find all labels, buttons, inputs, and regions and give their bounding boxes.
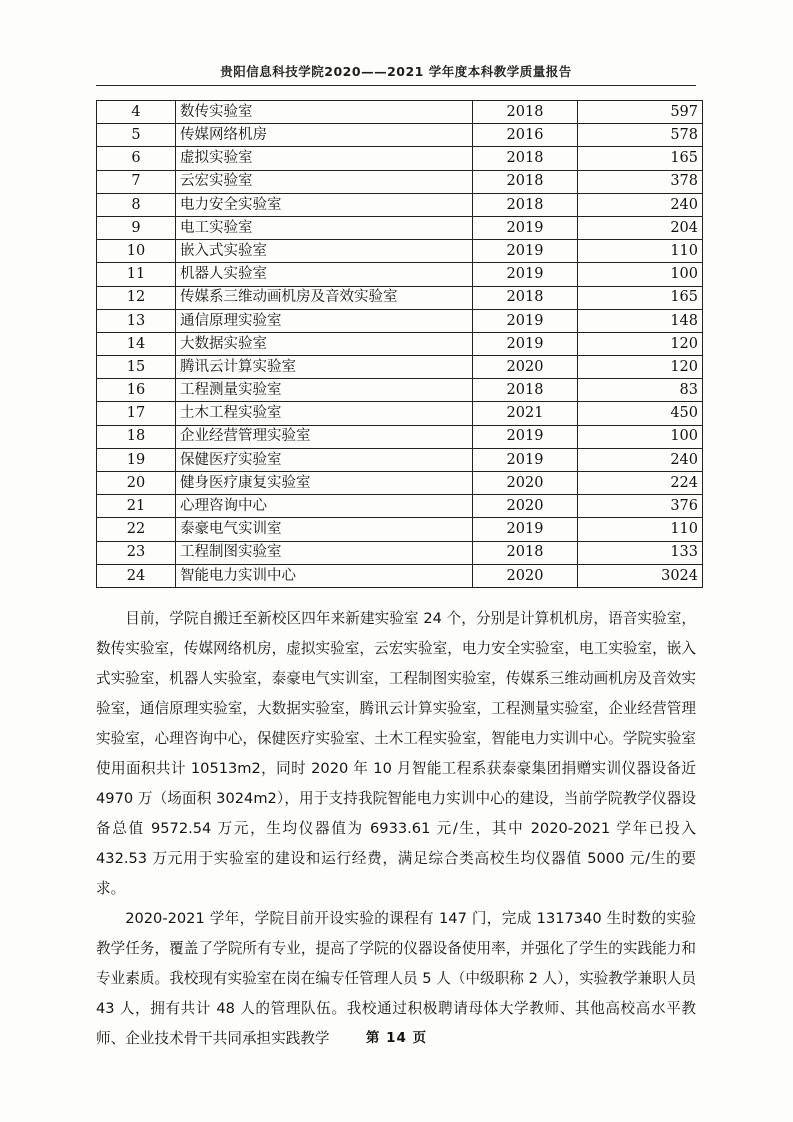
cell-year: 2020 bbox=[473, 356, 578, 379]
cell-name: 传媒系三维动画机房及音效实验室 bbox=[176, 286, 473, 309]
cell-no: 17 bbox=[97, 402, 176, 425]
header-divider bbox=[96, 85, 696, 86]
cell-no: 13 bbox=[97, 309, 176, 332]
cell-year: 2018 bbox=[473, 170, 578, 193]
cell-area: 110 bbox=[578, 518, 703, 541]
cell-name: 健身医疗康复实验室 bbox=[176, 472, 473, 495]
page-header-title: 贵阳信息科技学院2020——2021 学年度本科教学质量报告 bbox=[220, 64, 572, 79]
cell-no: 14 bbox=[97, 332, 176, 355]
cell-year: 2020 bbox=[473, 495, 578, 518]
table-row bbox=[97, 101, 703, 124]
table-row bbox=[97, 309, 703, 332]
cell-year: 2018 bbox=[473, 193, 578, 216]
cell-area: 110 bbox=[578, 240, 703, 263]
cell-area: 120 bbox=[578, 332, 703, 355]
cell-name: 电工实验室 bbox=[176, 216, 473, 239]
table-row bbox=[97, 495, 703, 518]
cell-area: 120 bbox=[578, 356, 703, 379]
table-row bbox=[97, 216, 703, 239]
cell-name: 企业经营管理实验室 bbox=[176, 425, 473, 448]
table-row bbox=[97, 448, 703, 471]
page-content bbox=[96, 62, 696, 1054]
cell-year: 2021 bbox=[473, 402, 578, 425]
table-row bbox=[97, 170, 703, 193]
table-row bbox=[97, 240, 703, 263]
cell-year: 2019 bbox=[473, 216, 578, 239]
cell-year: 2019 bbox=[473, 332, 578, 355]
cell-name: 电力安全实验室 bbox=[176, 193, 473, 216]
cell-no: 19 bbox=[97, 448, 176, 471]
cell-area: 204 bbox=[578, 216, 703, 239]
table-row bbox=[97, 564, 703, 587]
cell-name: 土木工程实验室 bbox=[176, 402, 473, 425]
cell-area: 376 bbox=[578, 495, 703, 518]
cell-name: 腾讯云计算实验室 bbox=[176, 356, 473, 379]
table-row bbox=[97, 193, 703, 216]
cell-no: 7 bbox=[97, 170, 176, 193]
cell-area: 597 bbox=[578, 101, 703, 124]
cell-no: 18 bbox=[97, 425, 176, 448]
cell-area: 578 bbox=[578, 124, 703, 147]
cell-name: 数传实验室 bbox=[176, 101, 473, 124]
cell-no: 9 bbox=[97, 216, 176, 239]
cell-no: 24 bbox=[97, 564, 176, 587]
cell-year: 2019 bbox=[473, 309, 578, 332]
cell-year: 2020 bbox=[473, 472, 578, 495]
cell-area: 240 bbox=[578, 448, 703, 471]
cell-name: 工程制图实验室 bbox=[176, 541, 473, 564]
cell-year: 2016 bbox=[473, 124, 578, 147]
table-row bbox=[97, 402, 703, 425]
cell-year: 2019 bbox=[473, 240, 578, 263]
cell-area: 100 bbox=[578, 425, 703, 448]
table-row bbox=[97, 286, 703, 309]
cell-name: 心理咨询中心 bbox=[176, 495, 473, 518]
cell-year: 2018 bbox=[473, 541, 578, 564]
cell-area: 224 bbox=[578, 472, 703, 495]
cell-area: 165 bbox=[578, 286, 703, 309]
table-row bbox=[97, 147, 703, 170]
cell-year: 2018 bbox=[473, 147, 578, 170]
cell-name: 虚拟实验室 bbox=[176, 147, 473, 170]
cell-name: 大数据实验室 bbox=[176, 332, 473, 355]
cell-no: 20 bbox=[97, 472, 176, 495]
table-row bbox=[97, 541, 703, 564]
body-paragraph-1: 目前，学院自搬迁至新校区四年来新建实验室 24 个，分别是计算机机房，语音实验室，数传实验室，传媒网络机房，虚拟实验室，云宏实验室，电力安全实验室，电工实验室，嵌入式实验室，机器人实验室，泰豪电气实训室，工程制图实验室，传媒系三维动画机房及音效实验室，通信原理实验室，大数据实验室，腾讯云计算实验室，工程测量实验室，企业经营管理实验室，心理咨询中心，保健医疗实验室、土木工程实验室，智能电力实训中心。学院实验室使用面积共计 10513m2，同时 2020 年 10 月智能工程系获泰豪集团捐赠实训仪器设备近 4970 万（场面积 3024m2），用于支持我院智能电力实训中心的建设，当前学院教学仪器设备总值 9572.54 万元，生均仪器值为 6933.61 元/生，其中 2020-2021 学年已投入 432.53 万元用于实验室的建设和运行经费，满足综合类高校生均仪器值 5000 元/生的要求。 bbox=[96, 609, 696, 897]
cell-area: 148 bbox=[578, 309, 703, 332]
cell-area: 165 bbox=[578, 147, 703, 170]
page-number: 第 14 页 bbox=[365, 1030, 428, 1046]
cell-name: 机器人实验室 bbox=[176, 263, 473, 286]
laboratory-table bbox=[96, 100, 703, 588]
table-row bbox=[97, 124, 703, 147]
cell-area: 378 bbox=[578, 170, 703, 193]
cell-year: 2020 bbox=[473, 564, 578, 587]
cell-area: 450 bbox=[578, 402, 703, 425]
cell-year: 2018 bbox=[473, 286, 578, 309]
cell-area: 3024 bbox=[578, 564, 703, 587]
table-body bbox=[97, 101, 703, 588]
cell-year: 2019 bbox=[473, 448, 578, 471]
cell-name: 工程测量实验室 bbox=[176, 379, 473, 402]
cell-no: 8 bbox=[97, 193, 176, 216]
table-row bbox=[97, 425, 703, 448]
cell-no: 15 bbox=[97, 356, 176, 379]
cell-year: 2019 bbox=[473, 518, 578, 541]
cell-no: 4 bbox=[97, 101, 176, 124]
cell-no: 12 bbox=[97, 286, 176, 309]
table-row bbox=[97, 332, 703, 355]
cell-area: 240 bbox=[578, 193, 703, 216]
cell-name: 泰豪电气实训室 bbox=[176, 518, 473, 541]
table-row bbox=[97, 518, 703, 541]
cell-name: 智能电力实训中心 bbox=[176, 564, 473, 587]
cell-area: 83 bbox=[578, 379, 703, 402]
cell-no: 21 bbox=[97, 495, 176, 518]
cell-name: 嵌入式实验室 bbox=[176, 240, 473, 263]
cell-name: 云宏实验室 bbox=[176, 170, 473, 193]
cell-name: 保健医疗实验室 bbox=[176, 448, 473, 471]
cell-no: 6 bbox=[97, 147, 176, 170]
cell-no: 23 bbox=[97, 541, 176, 564]
cell-area: 133 bbox=[578, 541, 703, 564]
table-row bbox=[97, 379, 703, 402]
cell-no: 11 bbox=[97, 263, 176, 286]
cell-year: 2019 bbox=[473, 263, 578, 286]
cell-no: 5 bbox=[97, 124, 176, 147]
table-row bbox=[97, 356, 703, 379]
cell-year: 2019 bbox=[473, 425, 578, 448]
cell-no: 16 bbox=[97, 379, 176, 402]
cell-name: 通信原理实验室 bbox=[176, 309, 473, 332]
table-row bbox=[97, 472, 703, 495]
cell-year: 2018 bbox=[473, 379, 578, 402]
body-paragraph-2: 2020-2021 学年，学院目前开设实验的课程有 147 门，完成 1317340 生时数的实验教学任务，覆盖了学院所有专业，提高了学院的仪器设备使用率，并强化了学生的实践能力和专业素质。我校现有实验室在岗在编专任管理人员 5 人（中级职称 2 人），实验教学兼职人员 43 人，拥有共计 48 人的管理队伍。我校通过积极聘请母体大学教师、其他高校高水平教师、企业技术骨干共同承担实践教学 bbox=[96, 909, 696, 1047]
cell-no: 22 bbox=[97, 518, 176, 541]
table-row bbox=[97, 263, 703, 286]
cell-area: 100 bbox=[578, 263, 703, 286]
cell-year: 2018 bbox=[473, 101, 578, 124]
cell-no: 10 bbox=[97, 240, 176, 263]
cell-name: 传媒网络机房 bbox=[176, 124, 473, 147]
